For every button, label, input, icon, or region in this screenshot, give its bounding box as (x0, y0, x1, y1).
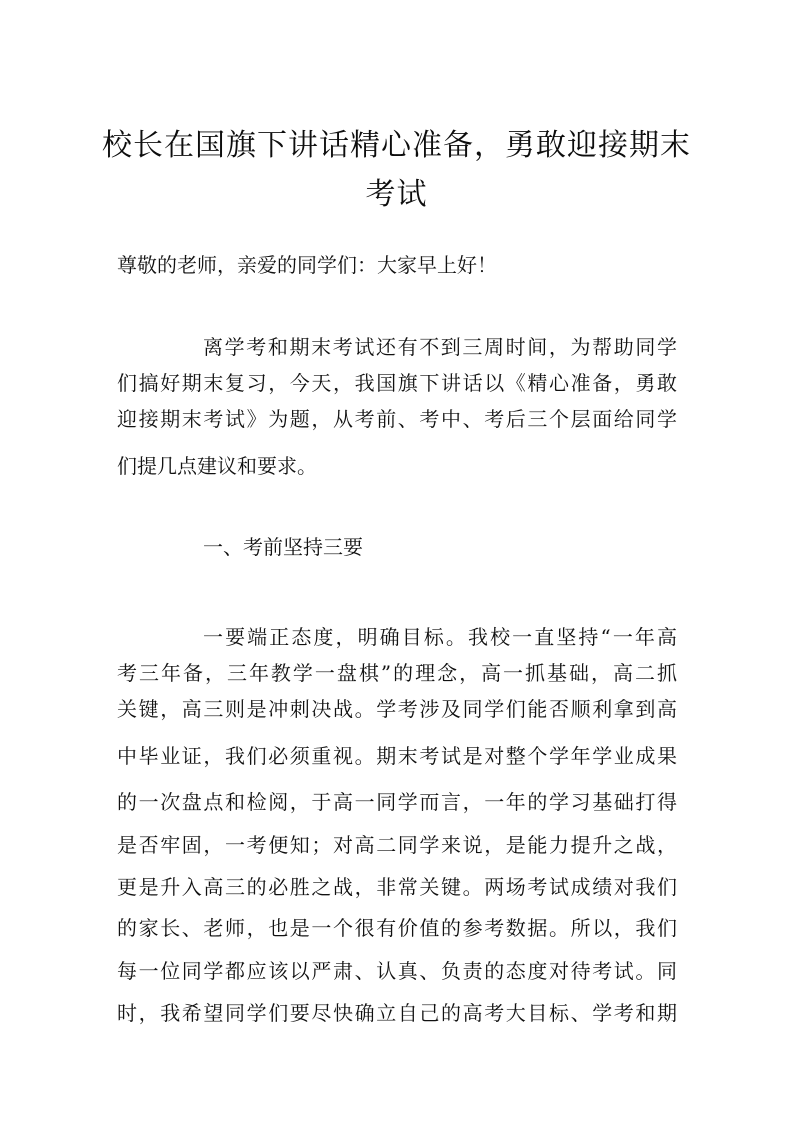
paragraph-2-line: 的家长、老师，也是一个很有价值的参考数据。所以，我们 (117, 916, 677, 940)
paragraph-2-line: 的一次盘点和检阅，于高一同学而言，一年的学习基础打得 (117, 790, 677, 814)
paragraph-2-line: 一要端正态度，明确目标。我校一直坚持“一年高 (203, 625, 677, 649)
paragraph-1-line: 们提几点建议和要求。 (117, 454, 317, 478)
document-title-line-1: 校长在国旗下讲话精心准备，勇敢迎接期末 (102, 128, 691, 163)
paragraph-2-line: 时，我希望同学们要尽快确立自己的高考大目标、学考和期 (117, 1001, 677, 1025)
paragraph-2-line: 中毕业证，我们必须重视。期末考试是对整个学年学业成果 (117, 744, 677, 768)
paragraph-2-line: 更是升入高三的必胜之战，非常关键。两场考试成绩对我们 (117, 875, 677, 899)
section-heading: 一、考前坚持三要 (203, 535, 363, 559)
paragraph-2-line: 关键，高三则是冲刺决战。学考涉及同学们能否顺利拿到高 (117, 697, 677, 721)
paragraph-2-line: 考三年备，三年教学一盘棋”的理念，高一抓基础，高二抓 (117, 661, 677, 685)
greeting: 尊敬的老师，亲爱的同学们：大家早上好！ (117, 253, 497, 277)
paragraph-2-line: 每一位同学都应该以严肃、认真、负责的态度对待考试。同 (117, 959, 677, 983)
document-title-line-2: 考试 (365, 177, 428, 212)
paragraph-2-line: 是否牢固，一考便知；对高二同学来说，是能力提升之战， (117, 833, 677, 857)
paragraph-1-line: 迎接期末考试》为题，从考前、考中、考后三个层面给同学 (117, 407, 677, 431)
paragraph-1-line: 离学考和期末考试还有不到三周时间，为帮助同学 (203, 335, 677, 359)
paragraph-1-line: 们搞好期末复习，今天，我国旗下讲话以《精心准备，勇敢 (117, 371, 677, 395)
